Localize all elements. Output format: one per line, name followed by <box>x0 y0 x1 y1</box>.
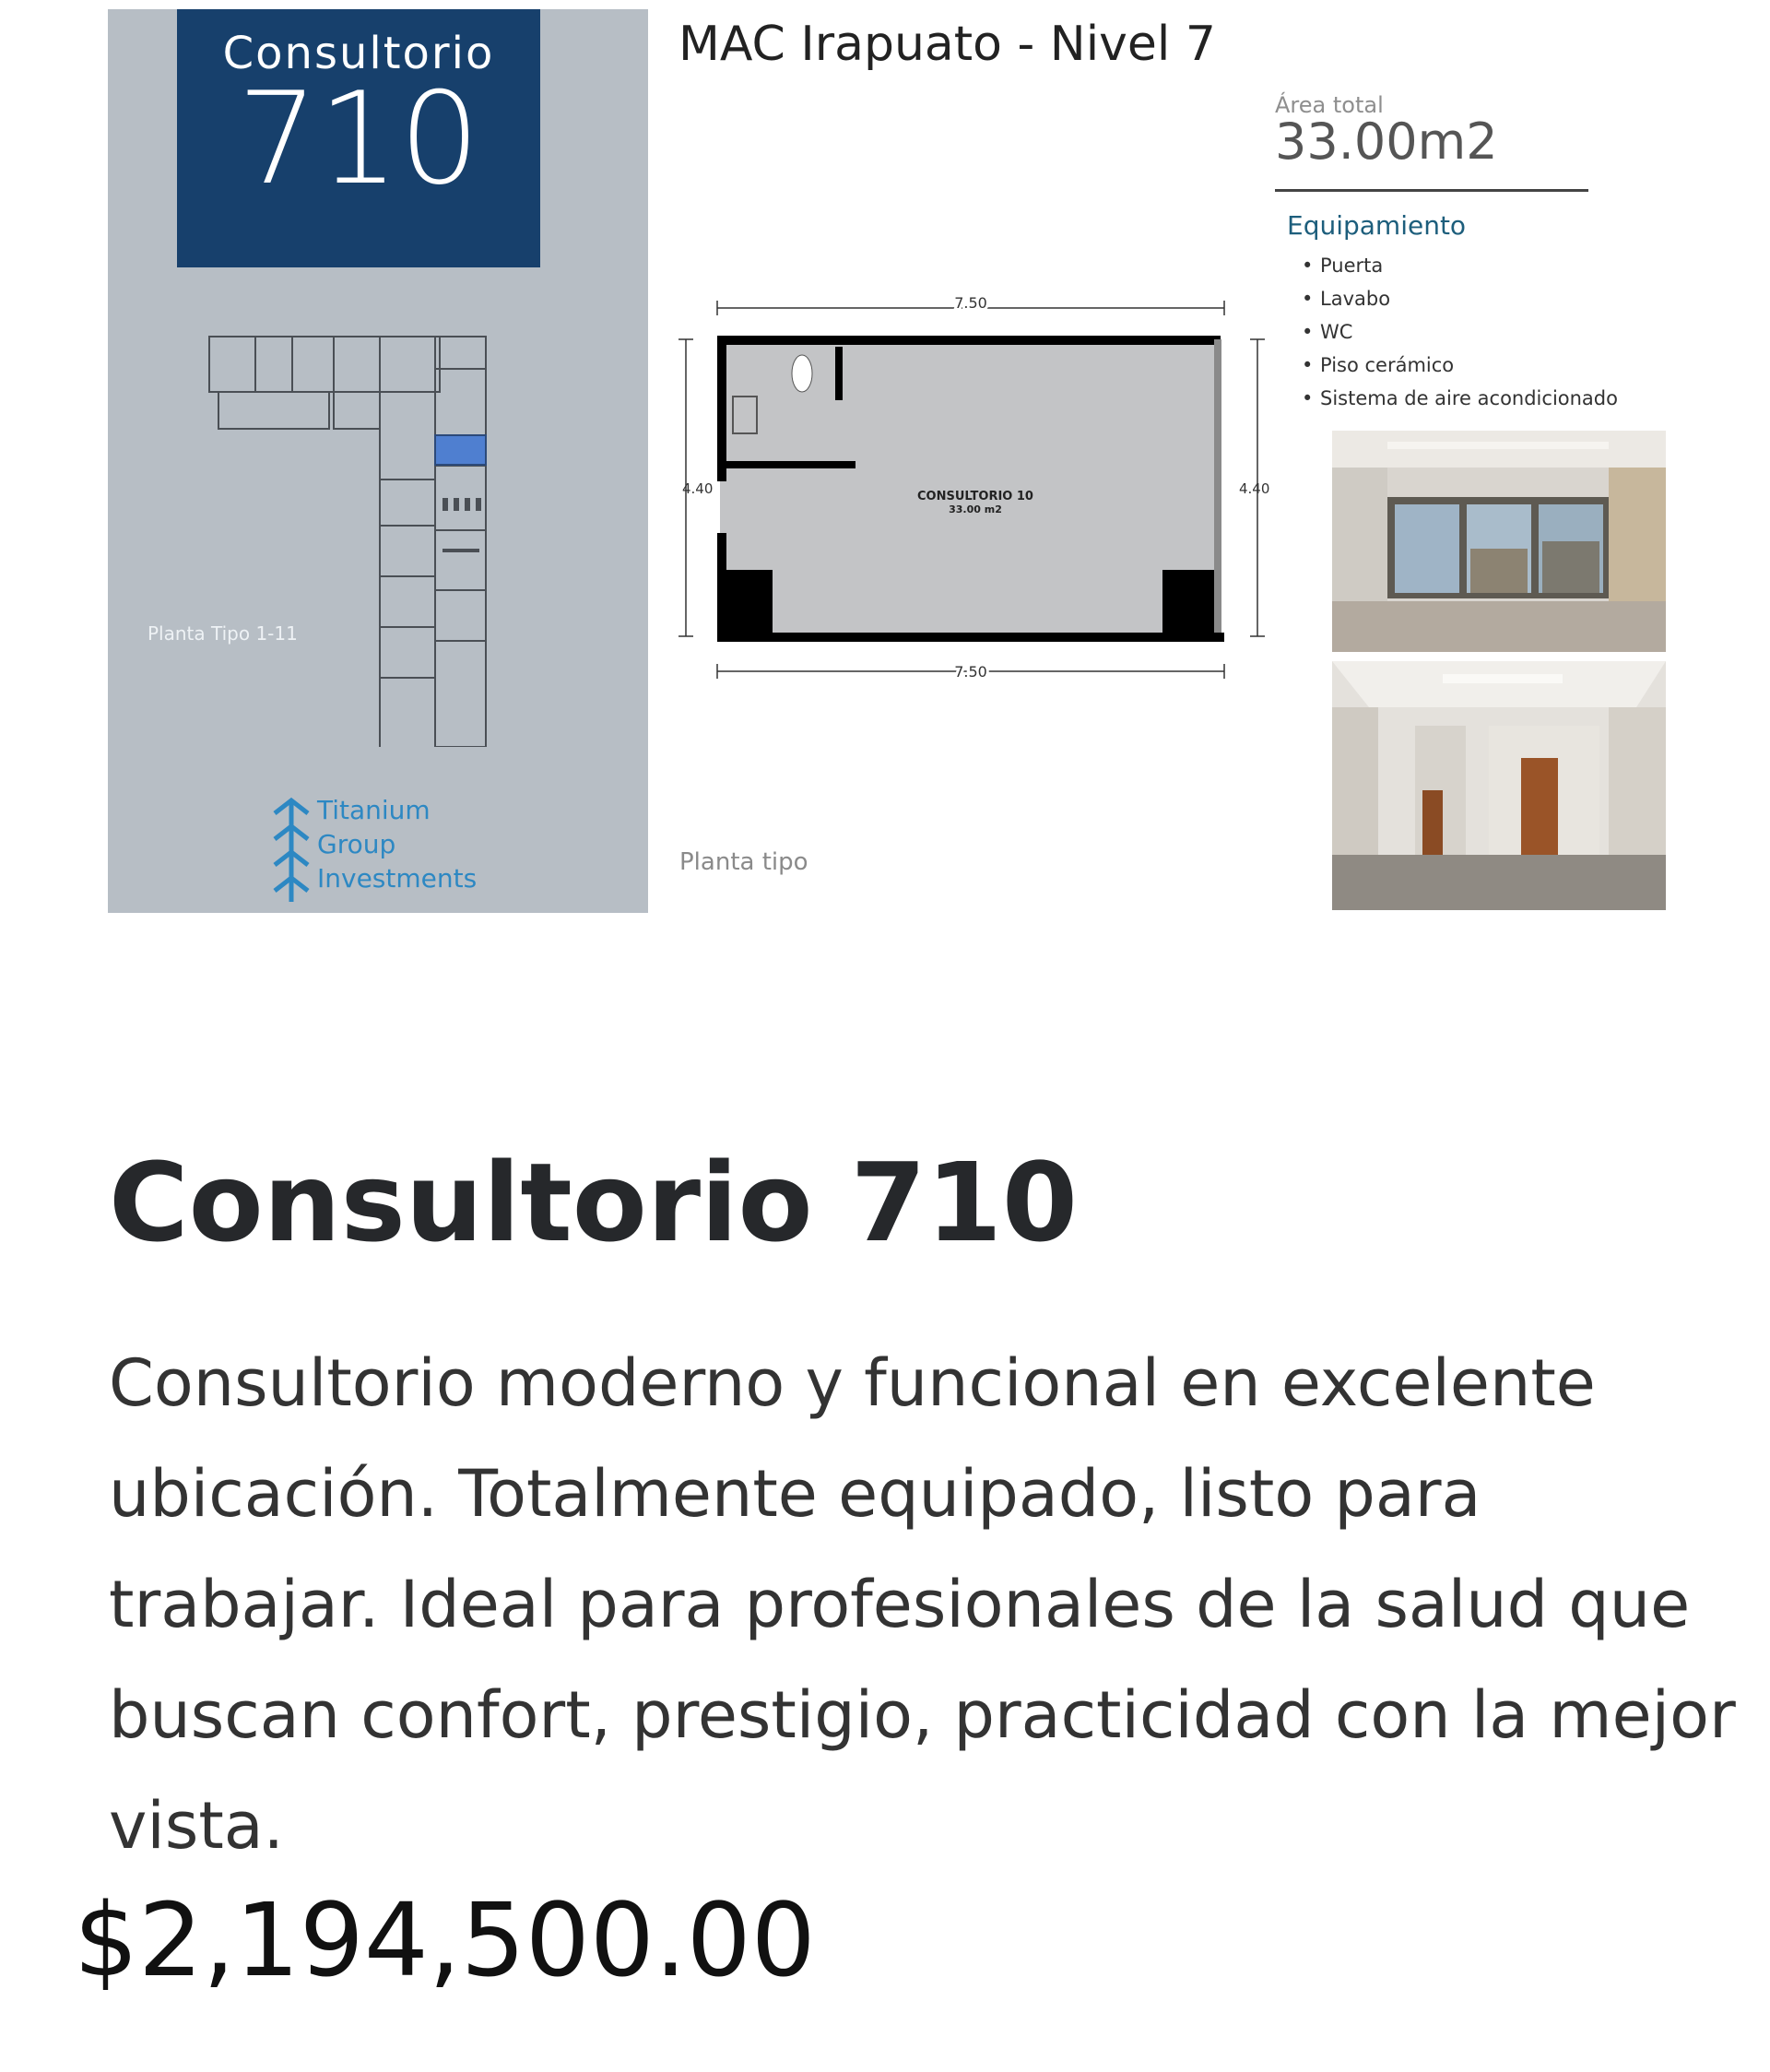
logo-line-1: Titanium <box>317 795 431 825</box>
logo-line-3: Investments <box>317 863 478 894</box>
brochure-image <box>0 0 1770 950</box>
equipment-item: • Puerta <box>1300 249 1618 282</box>
dimension-top: 7.50 <box>954 295 987 312</box>
card-number: 710 <box>237 65 480 213</box>
logo-line-2: Group <box>317 829 396 859</box>
company-logo <box>269 793 478 904</box>
page-title: Consultorio 710 <box>109 1139 1078 1266</box>
interior-photo <box>1332 431 1666 652</box>
equipment-list <box>1300 249 1618 415</box>
logo-name <box>317 793 477 895</box>
equipment-item: • Sistema de aire acondicionado <box>1300 382 1618 415</box>
room-name: CONSULTORIO 10 <box>917 490 1033 503</box>
dimension-left: 4.40 <box>682 480 714 497</box>
planta-tipo-caption: Planta Tipo 1-11 <box>148 622 298 645</box>
planta-tipo-caption: Planta tipo <box>679 848 808 876</box>
location-heading: MAC Irapuato - Nivel 7 <box>678 17 1216 72</box>
dimension-right: 4.40 <box>1239 480 1270 497</box>
area-label: Área total <box>1275 92 1384 118</box>
equipment-title: Equipamiento <box>1287 210 1467 241</box>
unit-floor-plan <box>671 295 1280 682</box>
logo-building-icon <box>269 793 313 904</box>
equipment-item: • Lavabo <box>1300 282 1618 315</box>
listing-price: $2,194,500.00 <box>74 1881 816 1999</box>
area-value: 33.00m2 <box>1275 112 1498 171</box>
room-area: 33.00 m2 <box>949 503 1002 515</box>
left-panel <box>108 9 648 913</box>
equipment-item: • WC <box>1300 315 1618 349</box>
card-word: Consultorio <box>222 28 495 79</box>
listing-description: Consultorio moderno y funcional en excelente ubicación. Totalmente equipado, listo para trabajar. Ideal para profesionales de la salud que buscan confort, prestigio, practicidad con la mejor vista. <box>109 1345 1736 1864</box>
interior-photo <box>1332 661 1666 910</box>
unit-title-card <box>177 9 540 267</box>
dimension-bottom: 7.50 <box>954 663 987 681</box>
equipment-item: • Piso cerámico <box>1300 349 1618 382</box>
building-floor-plan <box>205 332 564 747</box>
divider <box>1275 189 1588 192</box>
